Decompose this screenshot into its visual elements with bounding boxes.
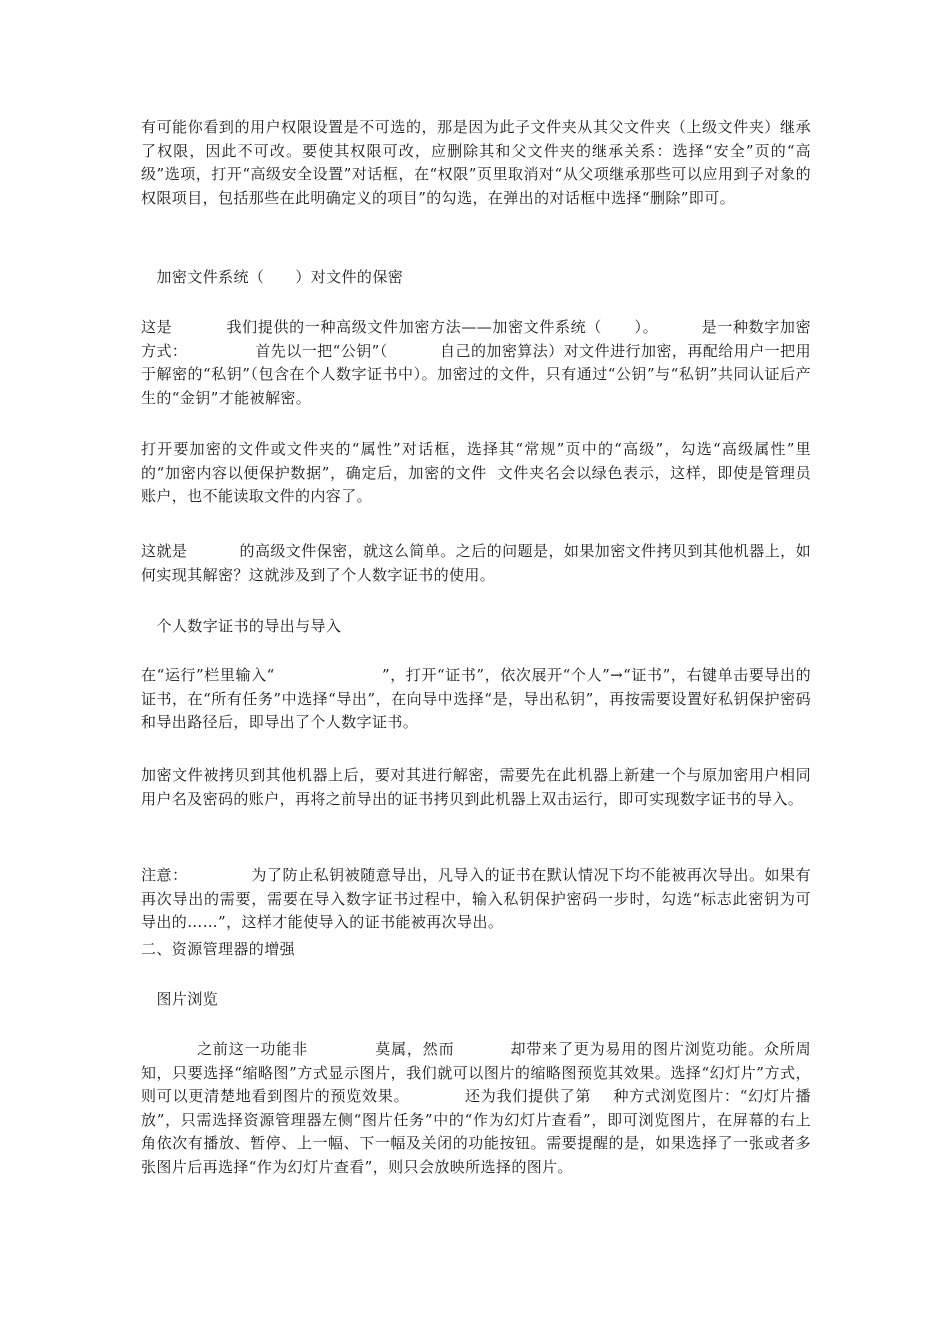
heading-efs: 加密文件系统（ ）对文件的保密 xyxy=(141,268,404,286)
paragraph-efs-intro: 这是 我们提供的一种高级文件加密方法——加密文件系统（ ）。 是一种数字加密方式： 首先以一把“公钥”（ 自己的加密算法）对文件进行加密，再配给用户一把用于解密的“私钥”（包含在个人数字证书中）。加密过的文件，只有通过“公钥”与“私钥”共同认证后产生的“金钥”才能被解密。 xyxy=(141,318,811,407)
heading-certificate: 个人数字证书的导出与导入 xyxy=(141,617,342,635)
paragraph-efs-summary: 这就是 的高级文件保密，就这么简单。之后的问题是，如果加密文件拷贝到其他机器上，如何实现其解密？这就涉及到了个人数字证书的使用。 xyxy=(141,542,811,584)
paragraph-import-certificate: 加密文件被拷贝到其他机器上后，要对其进行解密，需要先在此机器上新建一个与原加密用户相同用户名及密码的账户，再将之前导出的证书拷贝到此机器上双击运行，即可实现数字证书的导入。 xyxy=(141,766,811,808)
paragraph-export-certificate: 在“运行”栏里输入“ ”，打开“证书”，依次展开“个人”→“证书”，右键单击要导出的证书，在“所有任务”中选择“导出”，在向导中选择“是，导出私钥”，再按需要设置好私钥保护密码和导出路径后，即导出了个人数字证书。 xyxy=(141,666,811,732)
heading-explorer: 二、资源管理器的增强 xyxy=(141,940,296,958)
paragraph-note: 注意： 为了防止私钥被随意导出，凡导入的证书在默认情况下均不能被再次导出。如果有再次导出的需要，需要在导入数字证书过程中，输入私钥保护密码一步时，勾选“标志此密钥为可导出的……”，这样才能使导入的证书能被再次导出。 xyxy=(141,866,811,932)
paragraph-image-browse: 之前这一功能非 莫属，然而 却带来了更为易用的图片浏览功能。众所周知，只要选择“缩略图”方式显示图片，我们就可以图片的缩略图预览其效果。选择“幻灯片”方式，则可以更清楚地看到图片的预览效果。 还为我们提供了第 种方式浏览图片：“幻灯片播放”，只需选择资源管理器左侧“图片任务”中的“作为幻灯片查看”，即可浏览图片，在屏幕的右上角依次有播放、暂停、上一幅、下一幅及关闭的功能按钮。需要提醒的是，如果选择了一张或者多张图片后再选择“作为幻灯片查看”，则只会放映所选择的图片。 xyxy=(141,1040,811,1176)
heading-image-browse: 图片浏览 xyxy=(141,990,219,1008)
paragraph-encrypt-steps: 打开要加密的文件或文件夹的“属性”对话框，选择其“常规”页中的“高级”，勾选“高级属性”里的“加密内容以便保护数据”，确定后，加密的文件 文件夹名会以绿色表示，这样，即使是管理员账户，也不能读取文件的内容了。 xyxy=(141,440,811,506)
paragraph-inherited-permissions: 有可能你看到的用户权限设置是不可选的，那是因为此子文件夹从其父文件夹（上级文件夹）继承了权限，因此不可改。要使其权限可改，应删除其和父文件夹的继承关系：选择“安全”页的“高级”选项，打开“高级安全设置”对话框，在“权限”页里取消对“从父项继承那些可以应用到子对象的权限项目，包括那些在此明确定义的项目”的勾选，在弹出的对话框中选择“删除”即可。 xyxy=(141,118,811,207)
